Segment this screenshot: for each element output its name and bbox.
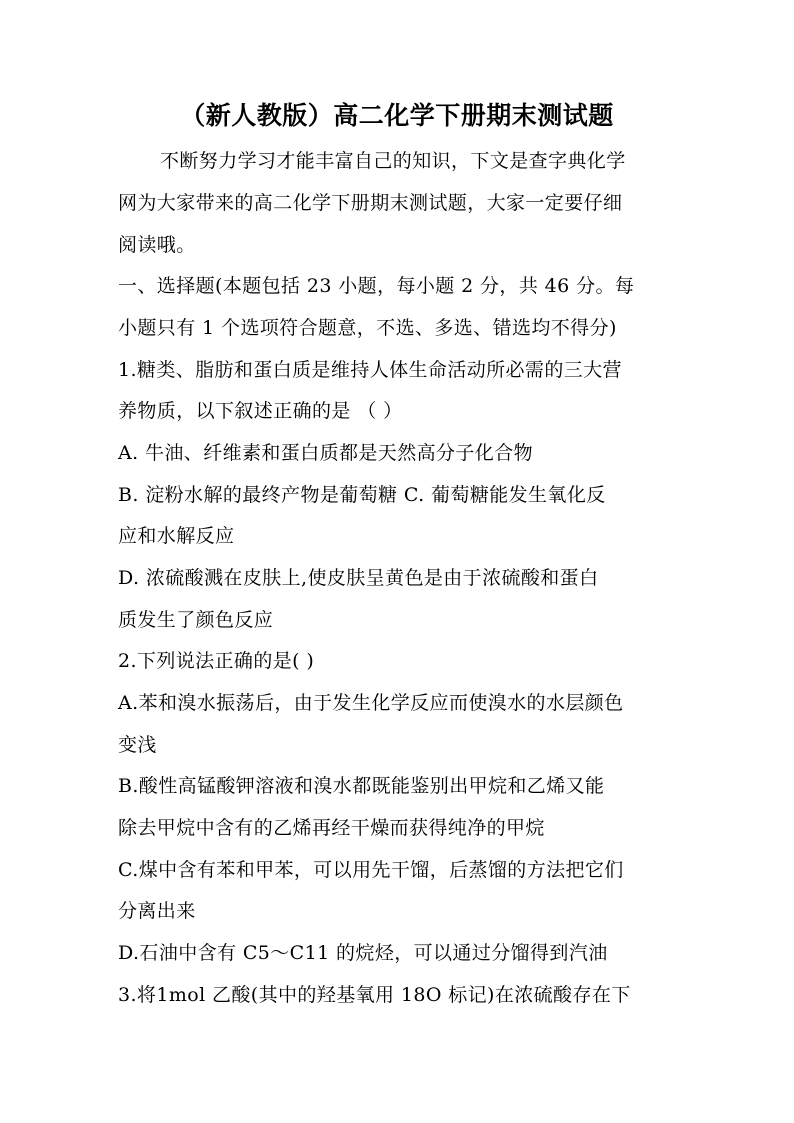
section-heading-line-2: 小题只有 1 个选项符合题意，不选、多选、错选均不得分) (118, 317, 617, 339)
question-1-option-d-cont: 质发生了颜色反应 (118, 609, 274, 631)
question-1-option-c-cont: 应和水解反应 (118, 525, 235, 547)
page-title: （新人教版）高二化学下册期末测试题 (180, 101, 614, 130)
question-3-line-1: 3.将1mol 乙酸(其中的羟基氧用 18O 标记)在浓硫酸存在下 (118, 984, 631, 1006)
intro-line-3: 阅读哦。 (118, 234, 196, 256)
question-1-option-a: A. 牛油、纤维素和蛋白质都是天然高分子化合物 (118, 442, 534, 464)
question-1-line-2: 养物质，以下叙述正确的是 （ ） (118, 400, 403, 422)
question-2-option-c: C.煤中含有苯和甲苯，可以用先干馏，后蒸馏的方法把它们 (118, 859, 624, 881)
question-2-option-c-cont: 分离出来 (118, 900, 196, 922)
question-2-option-a: A.苯和溴水振荡后，由于发生化学反应而使溴水的水层颜色 (118, 692, 624, 714)
question-2-option-d: D.石油中含有 C5～C11 的烷烃，可以通过分馏得到汽油 (118, 942, 608, 964)
intro-line-1: 不断努力学习才能丰富自己的知识，下文是查字典化学 (160, 150, 626, 172)
question-1-line-1: 1.糖类、脂肪和蛋白质是维持人体生命活动所必需的三大营 (118, 359, 622, 381)
question-1-option-d: D. 浓硫酸溅在皮肤上,使皮肤呈黄色是由于浓硫酸和蛋白 (118, 567, 599, 589)
question-2-stem: 2.下列说法正确的是( ) (118, 650, 315, 672)
intro-line-2: 网为大家带来的高二化学下册期末测试题，大家一定要仔细 (118, 192, 623, 214)
question-1-option-b-c: B. 淀粉水解的最终产物是葡萄糖 C. 葡萄糖能发生氧化反 (118, 484, 606, 506)
question-2-option-a-cont: 变浅 (118, 734, 157, 756)
question-2-option-b: B.酸性高锰酸钾溶液和溴水都既能鉴别出甲烷和乙烯又能 (118, 775, 605, 797)
section-heading-line-1: 一、选择题(本题包括 23 小题，每小题 2 分，共 46 分。每 (118, 275, 635, 297)
question-2-option-b-cont: 除去甲烷中含有的乙烯再经干燥而获得纯净的甲烷 (118, 817, 545, 839)
